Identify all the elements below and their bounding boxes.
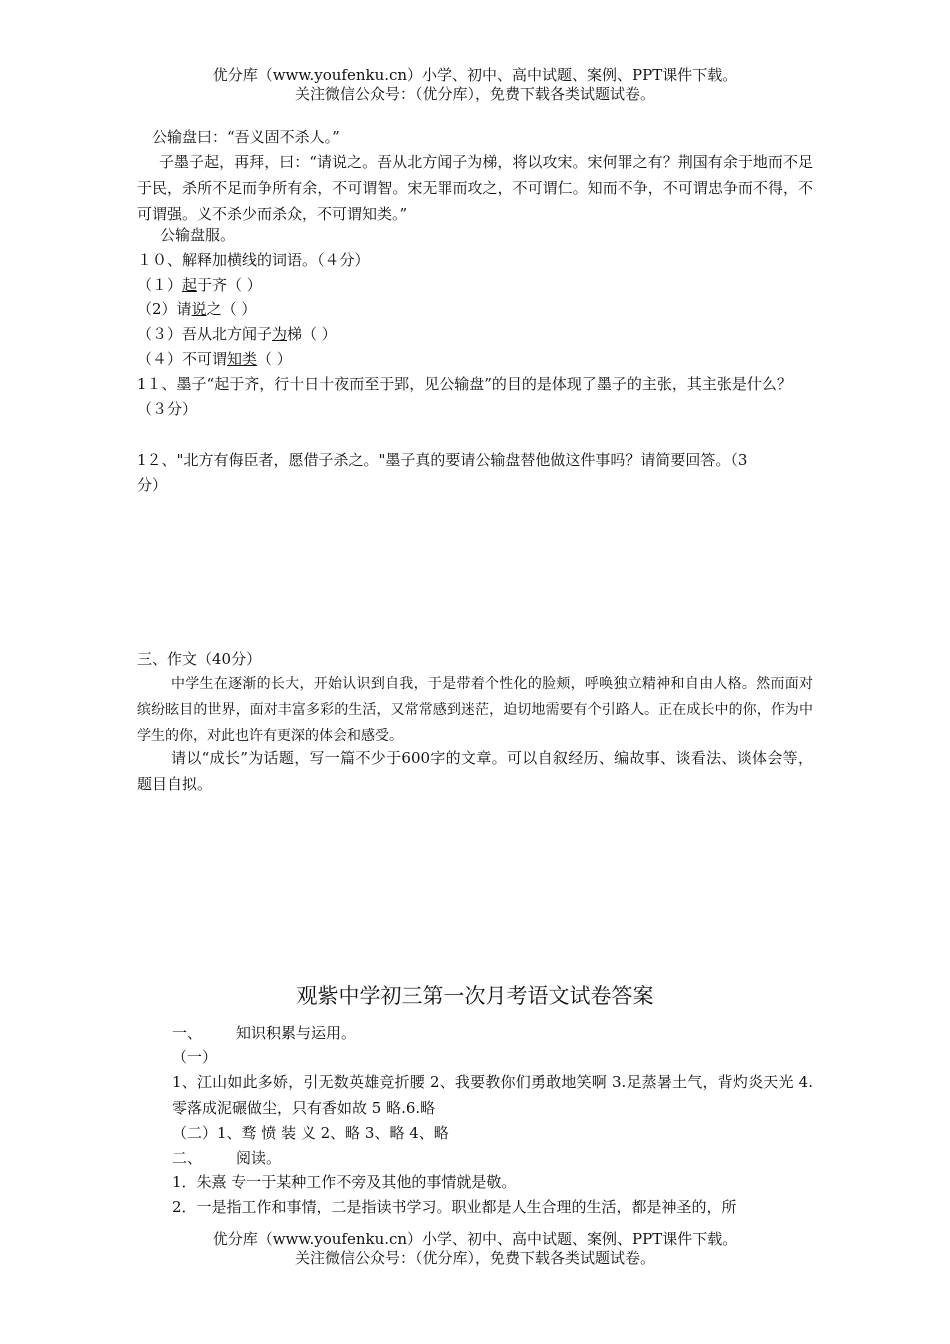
- passage-line-3: 公输盘服。: [160, 226, 236, 244]
- q11-line-1: 1１、墨子“起于齐，行十日十夜而至于郢，见公输盘”的目的是体现了墨子的主张，其主张是什么？: [137, 375, 792, 393]
- section-1-label: 知识积累与运用。: [236, 1024, 357, 1042]
- essay-heading: 三、作文（40分）: [137, 650, 262, 668]
- page-header: [0, 66, 950, 104]
- q11-line-2: （３分）: [137, 400, 198, 418]
- passage-paragraph-2: 子墨子起，再拜，曰：“请说之。吾从北方闻子为梯，将以攻宋。宋何罪之有？荆国有余于地而不足于民，杀所不足而争所有余，不可谓智。宋无罪而攻之，不可谓仁。知而不争，不可谓忠争而不得，不可谓强。义不杀少而杀众，不可谓知类。”: [137, 153, 813, 223]
- section-2-label: 阅读。: [236, 1149, 282, 1167]
- q10-stem: １０、解释加横线的词语。（４分）: [137, 251, 370, 269]
- passage-line-1: 公输盘曰：“吾义固不杀人。”: [152, 128, 340, 146]
- underlined-word: 为: [272, 325, 288, 343]
- section-1-number: 一、: [172, 1024, 203, 1042]
- subsection-2: （二）1、骛 愤 装 义 2、略 3、略 4、略: [172, 1124, 449, 1142]
- page-footer: [0, 1230, 950, 1268]
- answer-key-title: 观紫中学初三第一次月考语文试卷答案: [296, 984, 654, 1008]
- essay-instruction-paragraph: 请以“成长”为话题，写一篇不少于600字的文章。可以自叙经历、编故事、谈看法、谈体会等，题目自拟。: [137, 749, 813, 793]
- underlined-word: 说: [191, 300, 207, 318]
- subsection-1: （一）: [172, 1048, 218, 1066]
- essay-prompt-paragraph: 中学生在逐渐的长大，开始认识到自我，于是带着个性化的脸颊，呼唤独立精神和自由人格。然而面对缤纷眩目的世界，面对丰富多彩的生活，又常常感到迷茫，迫切地需要有个引路人。正在成长中的你，作为中学生的你，对此也许有更深的体会和感受。: [137, 676, 813, 744]
- q12-line-1: 1２、"北方有侮臣者，愿借子杀之。"墨子真的要请公输盘替他做这件事吗？请简要回答。（3: [137, 451, 748, 469]
- reading-answer-1: 1．朱熹 专一于某种工作不旁及其他的事情就是敬。: [172, 1173, 517, 1191]
- header-line-2: 关注微信公众号：（优分库），免费下载各类试题试卷。: [294, 85, 655, 103]
- q10-item-4: （４）不可谓知类（ ）: [137, 350, 292, 368]
- header-line-1: 优分库（www.youfenku.cn）小学、初中、高中试题、案例、PPT课件下载。: [212, 66, 738, 84]
- q10-item-2: （2）请说之（ ）: [137, 300, 257, 318]
- footer-line-2: 关注微信公众号：（优分库），免费下载各类试题试卷。: [294, 1249, 655, 1267]
- q12-line-2: 分）: [137, 476, 168, 494]
- underlined-word: 知类: [227, 350, 258, 368]
- footer-line-1: 优分库（www.youfenku.cn）小学、初中、高中试题、案例、PPT课件下载。: [212, 1230, 738, 1248]
- q10-item-3: （３）吾从北方闻子为梯（ ）: [137, 325, 337, 343]
- reading-answer-2: 2．一是指工作和事情，二是指读书学习。职业都是人生合理的生活，都是神圣的，所: [172, 1198, 737, 1216]
- underlined-word: 起: [182, 276, 198, 294]
- section-2-number: 二、: [172, 1149, 203, 1167]
- q10-item-1: （１）起于齐（ ）: [137, 276, 262, 294]
- answer-1: 1、江山如此多娇，引无数英雄竞折腰 2、我要教你们勇敢地笑啊 3.足蒸暑土气，背灼炎天光 4.零落成泥碾做尘，只有香如故 5 略.6.略: [172, 1073, 813, 1117]
